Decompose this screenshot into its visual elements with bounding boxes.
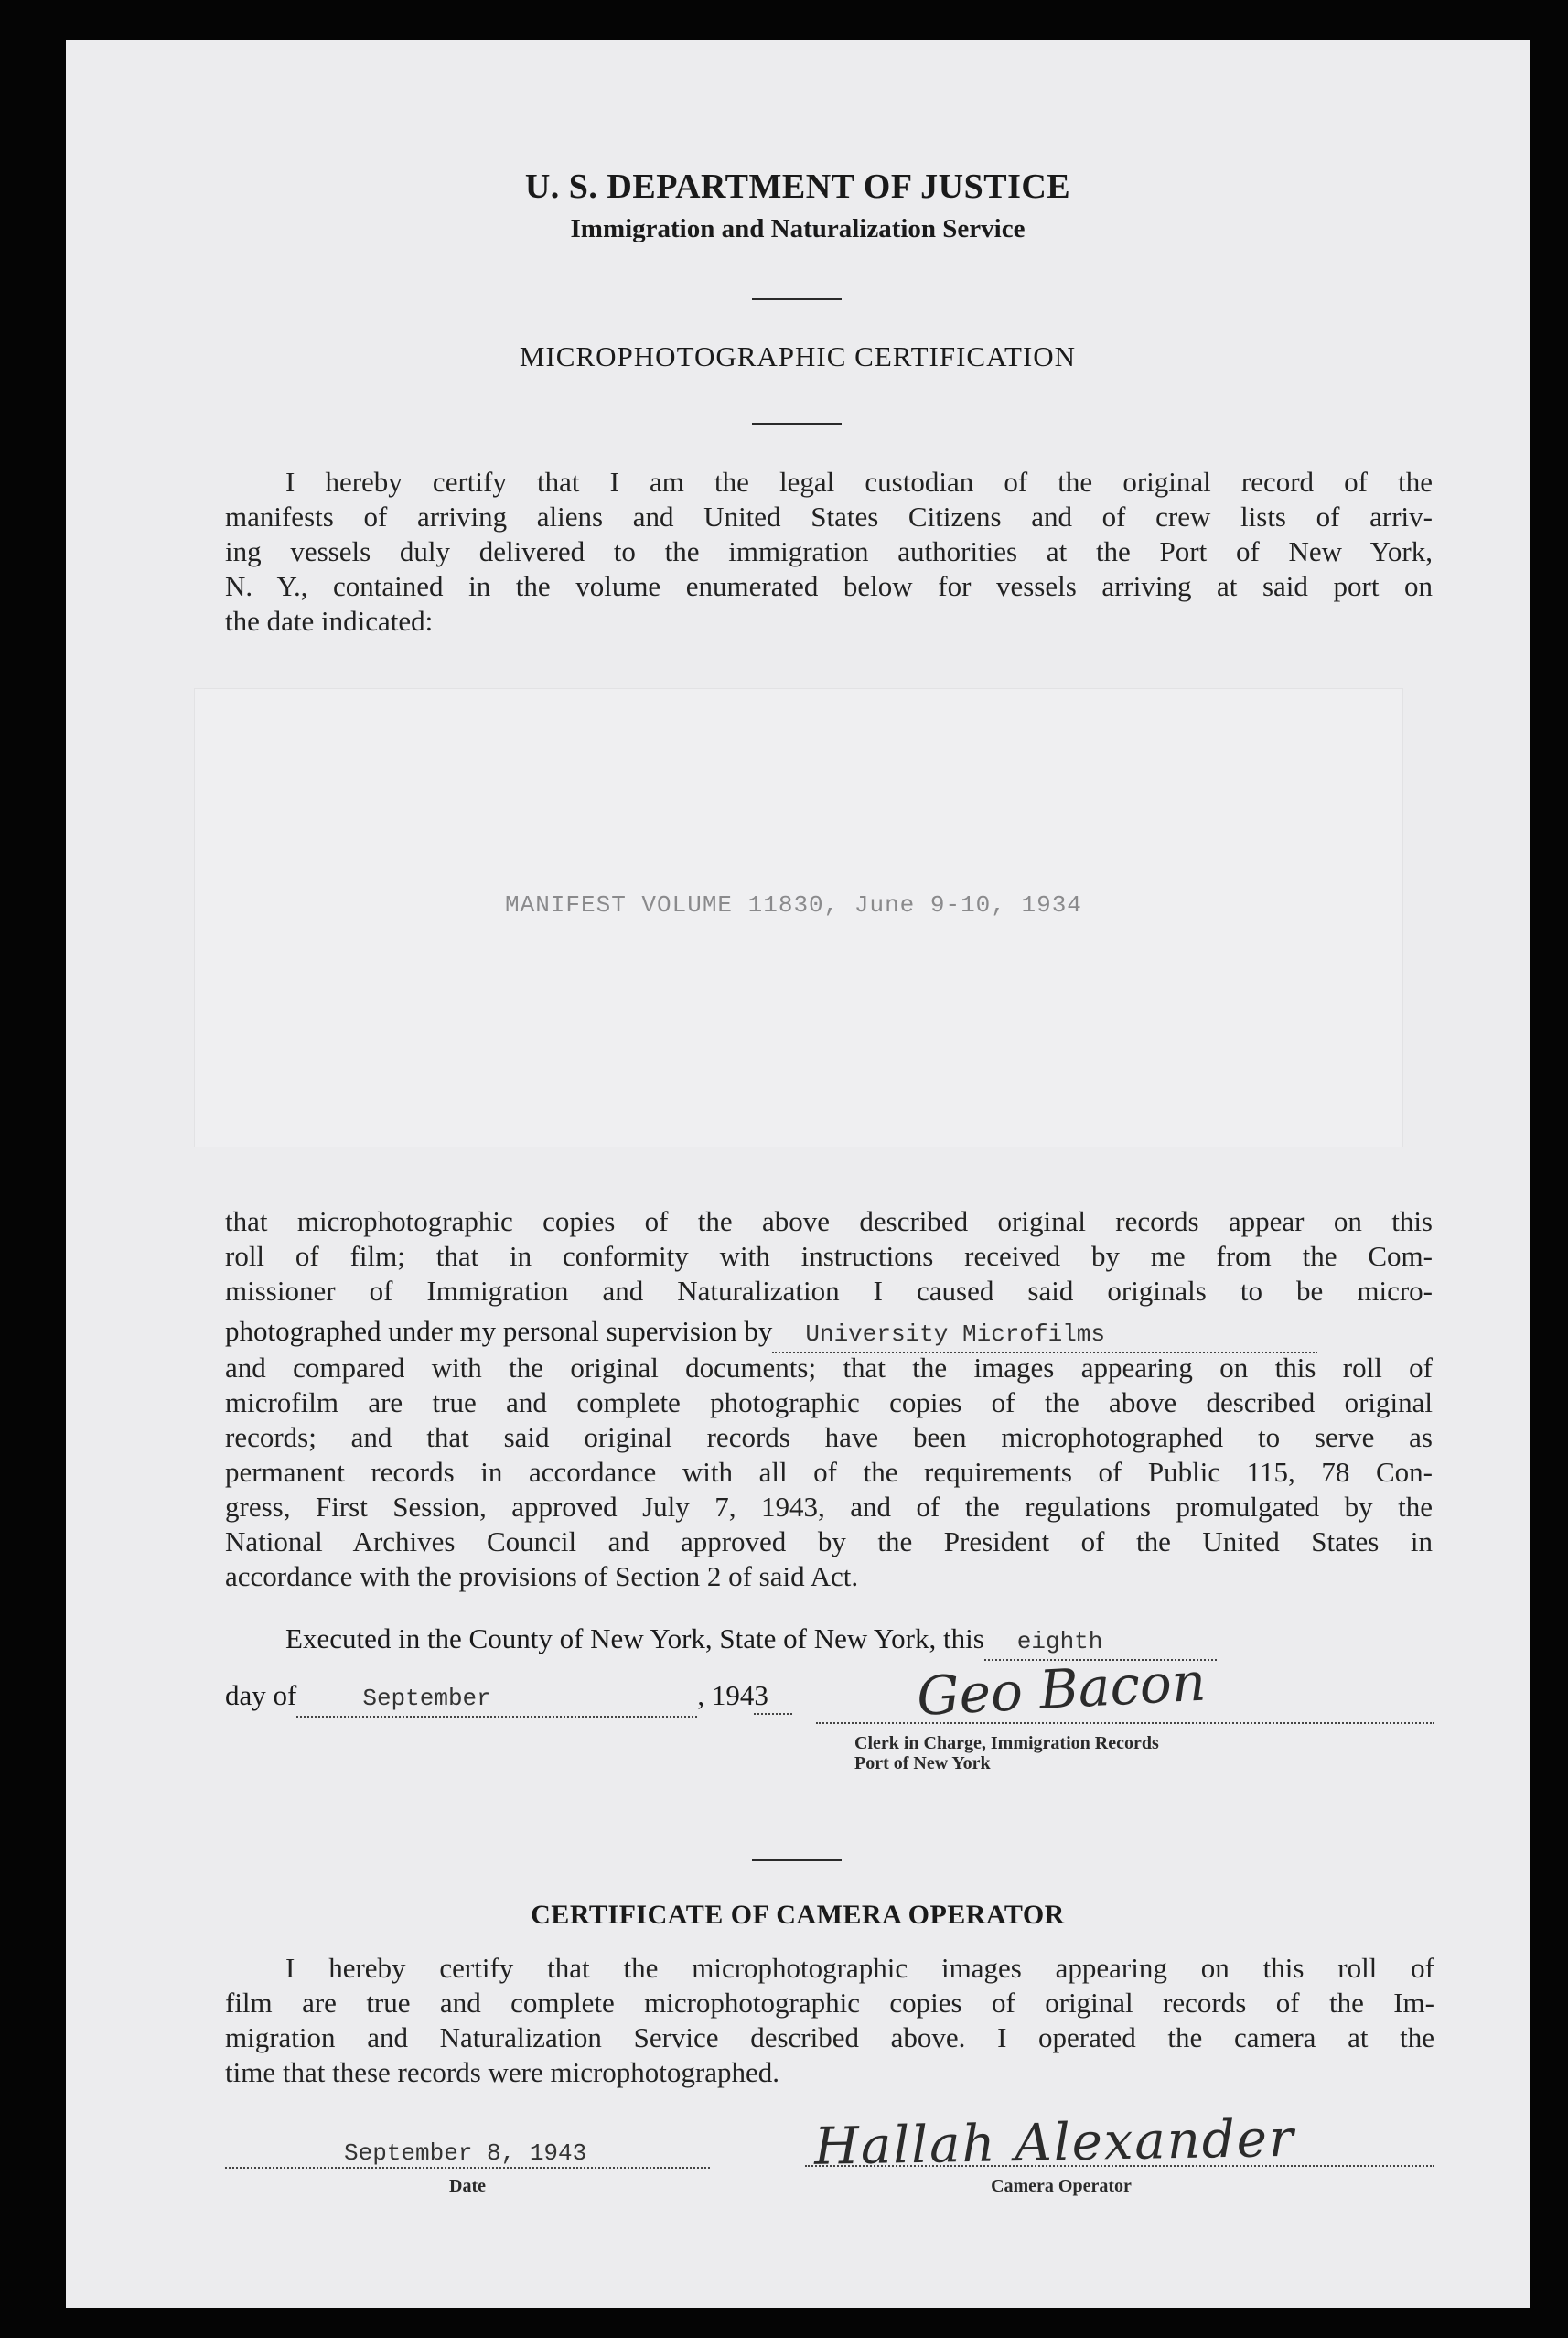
clerk-signature: Geo Bacon: [915, 1650, 1208, 1729]
body-line-1: that microphotographic copies of the above described original records appear on this: [225, 1205, 1433, 1237]
service-subheading: Immigration and Naturalization Service: [570, 214, 1026, 243]
certification-title: MICROPHOTOGRAPHIC CERTIFICATION: [519, 340, 1077, 372]
department-heading: U. S. DEPARTMENT OF JUSTICE: [524, 167, 1071, 206]
operator-signature-line: [805, 2165, 1434, 2167]
intro-line-2: manifests of arriving aliens and United States Citizens and of crew lists of arriv-: [225, 501, 1433, 533]
manifest-volume-text: MANIFEST VOLUME 11830, June 9-10, 1934: [505, 891, 1082, 919]
body-line-6: microfilm are true and complete photographic copies of the above described original: [225, 1386, 1433, 1418]
camera-certificate-title: CERTIFICATE OF CAMERA OPERATOR: [531, 1900, 1065, 1930]
day-of-label: day of: [225, 1679, 297, 1711]
camera-line-2: film are true and complete microphotographic copies of original records of the Im-: [225, 1987, 1434, 2019]
body-line-7: records; and that said original records have been microphotographed to serve as: [225, 1421, 1433, 1453]
intro-line-5: the date indicated:: [225, 605, 434, 637]
clerk-title-line-1: Clerk in Charge, Immigration Records: [854, 1733, 1159, 1753]
body-line-9: gress, First Session, approved July 7, 1943, and of the regulations promulgated by the: [225, 1491, 1433, 1523]
execution-month-value: September: [362, 1685, 491, 1712]
body-line-10: National Archives Council and approved by the President of the United States in: [225, 1525, 1433, 1557]
year-prefix: , 194: [697, 1679, 755, 1711]
body-line-8: permanent records in accordance with all of the requirements of Public 115, 78 Con-: [225, 1456, 1433, 1488]
certificate-sheet: [66, 40, 1530, 2308]
camera-date-label: Date: [449, 2176, 486, 2196]
clerk-title-line-2: Port of New York: [854, 1753, 991, 1773]
execution-year-value: 3: [754, 1679, 768, 1711]
title-divider: [752, 423, 842, 425]
execution-date-line: [225, 1678, 957, 1718]
header-divider: [752, 298, 842, 300]
operator-label: Camera Operator: [991, 2176, 1132, 2196]
intro-line-4: N. Y., contained in the volume enumerated below for vessels arriving at said port on: [225, 570, 1433, 602]
body-line-2: roll of film; that in conformity with instructions received by me from the Com-: [225, 1240, 1433, 1272]
supervision-value: University Microfilms: [805, 1320, 1106, 1348]
supervision-prefix: photographed under my personal supervision by: [225, 1315, 773, 1347]
execution-day-value: eighth: [1016, 1628, 1103, 1655]
execution-month-field: [296, 1678, 697, 1718]
camera-line-3: migration and Naturalization Service described above. I operated the camera at the: [225, 2021, 1434, 2053]
intro-line-3: ing vessels duly delivered to the immigration authorities at the Port of New York,: [225, 535, 1433, 567]
operator-signature: Hallah Alexander: [813, 2108, 1296, 2177]
supervision-line: [225, 1314, 1433, 1353]
execution-prefix: Executed in the County of New York, State of New York, this: [285, 1622, 984, 1654]
body-line-5: and compared with the original documents; that the images appearing on this roll of: [225, 1352, 1433, 1384]
body-line-3: missioner of Immigration and Naturalization I caused said originals to be micro-: [225, 1275, 1433, 1307]
camera-section-divider: [752, 1859, 842, 1861]
camera-line-4: time that these records were microphotographed.: [225, 2056, 779, 2088]
body-line-11: accordance with the provisions of Section 2 of said Act.: [225, 1560, 859, 1592]
camera-line-1: I hereby certify that the microphotographic images appearing on this roll of: [285, 1952, 1434, 1984]
clerk-signature-line: [816, 1722, 1434, 1724]
supervision-field: [772, 1314, 1317, 1353]
execution-year-field: [754, 1678, 792, 1715]
intro-line-1: I hereby certify that I am the legal custodian of the original record of the: [285, 466, 1433, 498]
camera-date-value: September 8, 1943: [344, 2139, 587, 2167]
